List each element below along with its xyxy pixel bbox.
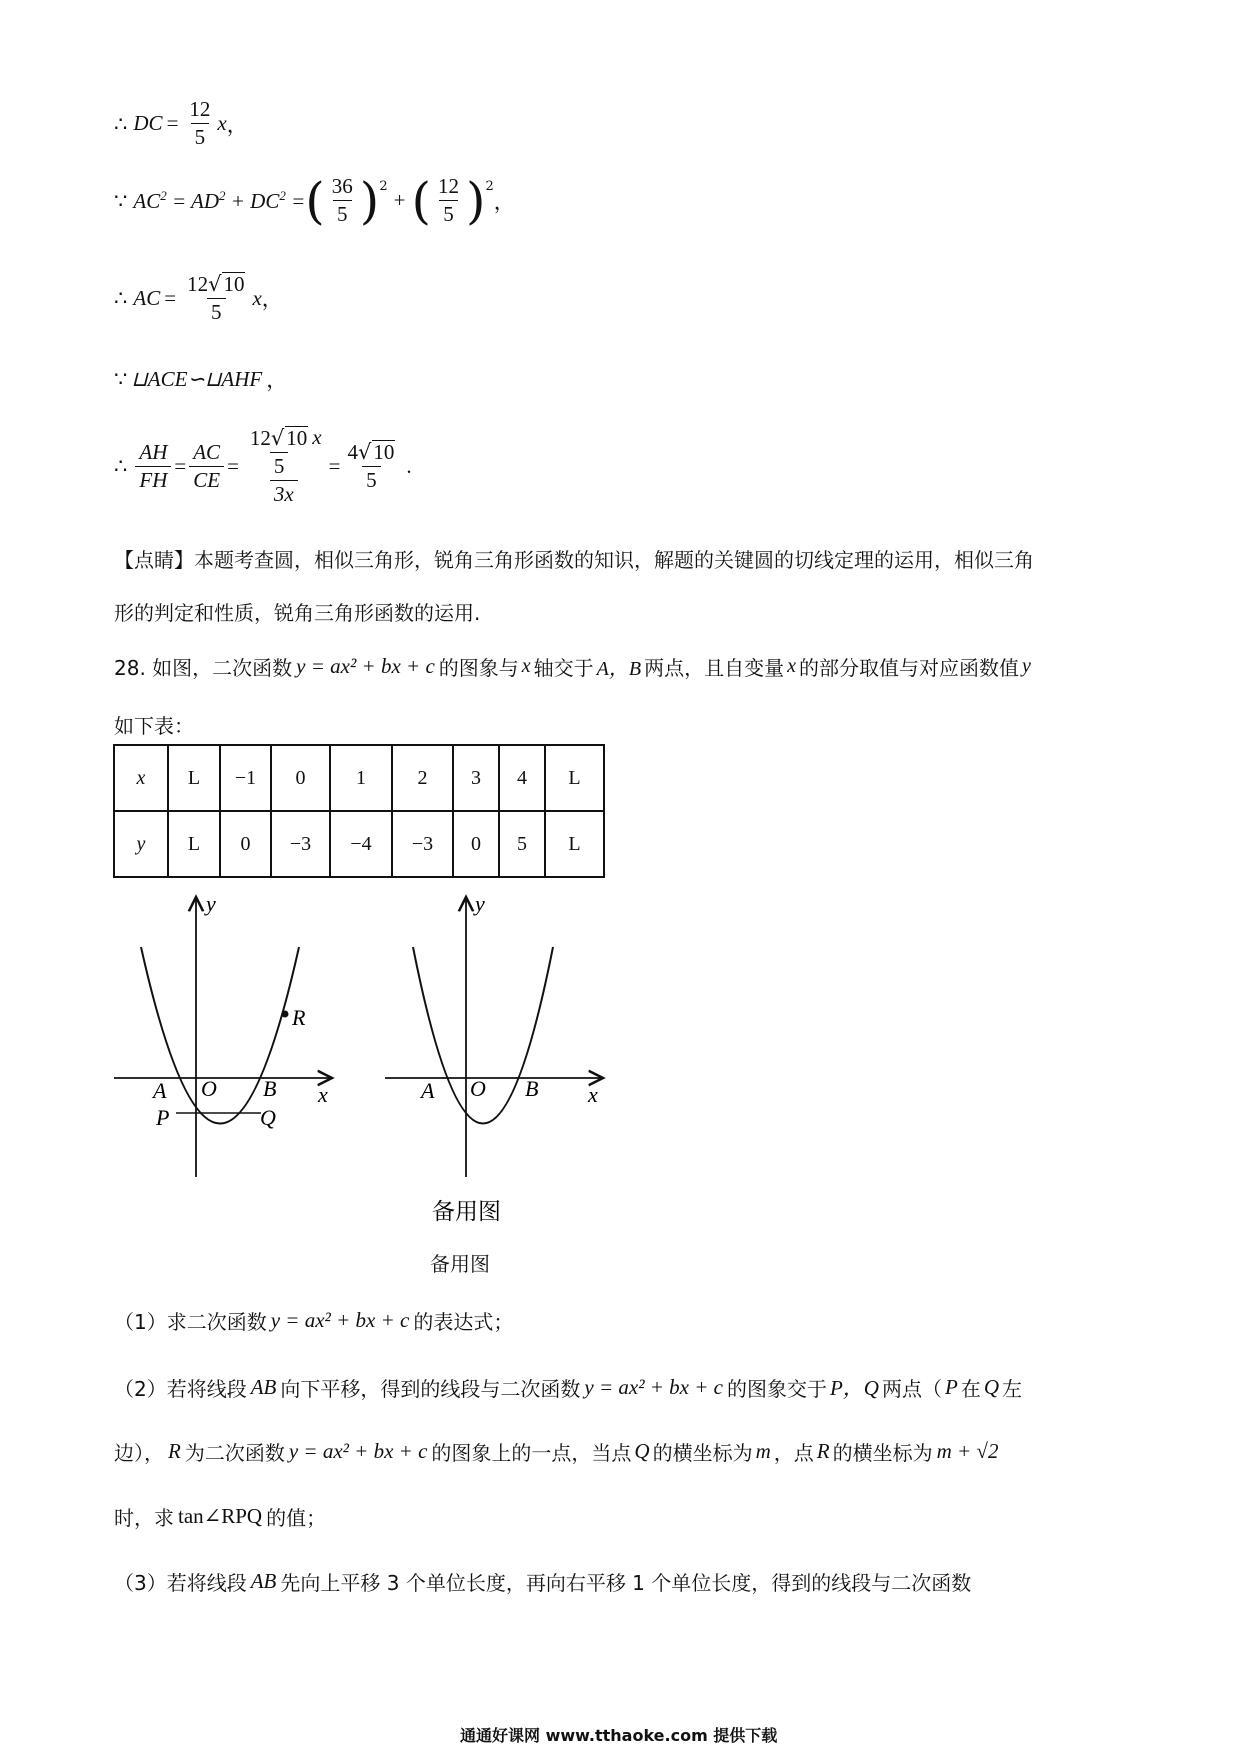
y-axis-label: y [206,891,216,916]
quadratic-formula: y = ax² + bx + c [296,654,435,678]
part-2-line-3: 时，求 tan∠RPQ 的值； [114,1504,327,1530]
comment-line-2: 形的判定和性质，锐角三角形函数的运用. [114,601,481,625]
because-symbol: ∵ [114,188,128,213]
part-2-line-1: （2）若将线段 AB 向下平移，得到的线段与二次函数 y = ax² + bx + c 的图象交于 P，Q 两点（ P 在 Q 左 [114,1374,1022,1401]
equation-similar: ∵ ⊔ACE∽⊔AHF ， [114,366,288,392]
eq-lhs: DC [133,111,163,136]
part-1: （1）求二次函数 y = ax² + bx + c 的表达式； [114,1308,514,1334]
label-q: Q [260,1105,276,1130]
fraction: $\frac{36}{5}$ [331,174,353,227]
label-b: B [263,1076,277,1101]
table-row: y L 0 −3 −4 −3 0 5 L [114,811,604,877]
page-footer: 通通好课网 www.tthaoke.com 提供下载 [460,1726,778,1745]
label-p: P [156,1105,170,1130]
therefore-symbol: ∴ [114,111,128,136]
caption-below: 备用图 [430,1252,490,1276]
point-r [282,1011,289,1018]
figure-caption: 备用图 [432,1199,501,1225]
x-axis-label: x [588,1082,598,1107]
fraction: $\frac{AC}{CE}$ [189,441,224,492]
question-28-stem-2: 如下表： [114,714,194,738]
fraction: $\frac{12√10}{5}$ [187,272,245,325]
label-o: O [201,1076,217,1101]
fraction: $\frac{AH}{FH}$ [135,441,171,492]
equation-dc: ∴ DC = $\frac{12}{5}$ x ， [114,97,248,150]
label-b: B [525,1076,539,1101]
because-symbol: ∵ [114,367,128,391]
therefore-symbol: ∴ [114,454,128,479]
label-o: O [470,1076,486,1101]
label-a: A [153,1078,167,1103]
equation-ac: ∴ AC = $\frac{12√10}{5}$ x ， [114,272,283,325]
figure-parabola-backup [375,885,615,1225]
y-axis-label: y [475,891,485,916]
equation-pythagoras: ∵ $AC^2 = AD^2 + DC^2$ = ( $\frac{36}{5}$ ) $^2$ + ( $\frac{12}{5}$ ) $^2$ ， [114,171,515,230]
label-a: A [421,1078,435,1103]
question-28-stem: 28. 如图，二次函数 y = ax² + bx + c 的图象与 x 轴交于 A，B 两点，且自变量 x 的部分取值与对应函数值 y [114,654,1031,680]
fraction: $\frac{12}{5}$ [189,97,211,150]
comment-line-1: 【点睛】本题考查圆，相似三角形，锐角三角形函数的知识，解题的关键圆的切线定理的运用，相似三角 [114,548,1034,572]
fraction: $\frac{4√10}{5}$ [347,440,395,493]
value-table [113,744,605,878]
x-axis-label: x [318,1082,328,1107]
table-row: x L −1 0 1 2 3 4 L [114,745,604,811]
part-3: （3）若将线段 AB 先向上平移 3 个单位长度，再向右平移 1 个单位长度，得到的线段与二次函数 [114,1569,972,1595]
label-r: R [292,1005,306,1030]
therefore-symbol: ∴ [114,286,128,311]
compound-fraction: $\frac{12√10}{5}$ x 3x [249,425,322,507]
variable: x [217,111,227,136]
equation-ratio: ∴ $\frac{AH}{FH}$ = $\frac{AC}{CE}$ = $\frac{12√10}{5}$ x 3x = $\frac{4√10}{5}$ . [114,425,412,507]
fraction: $\frac{12}{5}$ [437,174,459,227]
figure-parabola-main [100,885,360,1185]
part-2-line-2: 边）， R 为二次函数 y = ax² + bx + c 的图象上的一点，当点 Q 的横坐标为 m ，点 R 的横坐标为 m + √2 [114,1439,999,1465]
